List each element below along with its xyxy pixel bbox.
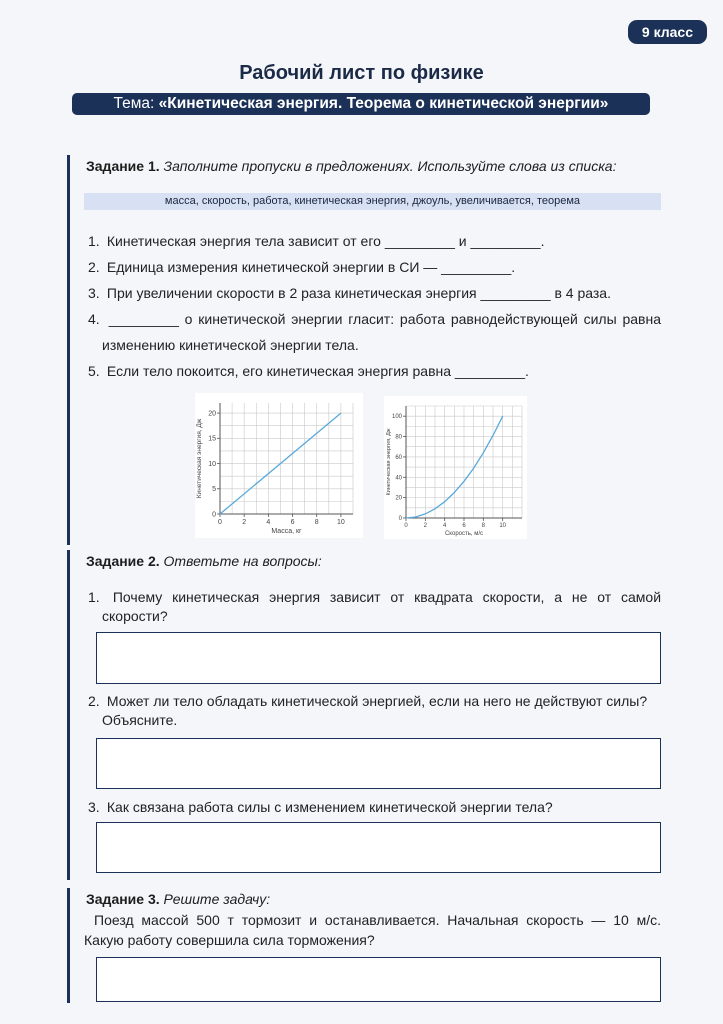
question-number: 2. (88, 693, 100, 709)
item-text: Если тело покоится, его кинетическая энергия равна _________. (106, 363, 529, 379)
task3-problem (84, 910, 661, 950)
task2-question-1 (88, 586, 661, 627)
topic-prefix: Тема: (113, 95, 159, 112)
x-tick-label: 6 (462, 523, 466, 529)
task1-item-5 (88, 360, 529, 382)
y-tick-label: 40 (395, 475, 402, 482)
item-number: 3. (88, 285, 100, 301)
task1-item-4 (88, 308, 661, 356)
item-number: 4. (88, 311, 100, 327)
x-tick-label: 10 (337, 519, 345, 526)
task3-label: Задание 3. (86, 891, 160, 907)
question-line-1 (88, 586, 661, 608)
y-tick-label: 20 (208, 410, 216, 418)
answer-box-3[interactable] (96, 822, 661, 873)
y-tick-label: 5 (212, 486, 216, 494)
x-tick-label: 6 (290, 519, 295, 526)
y-tick-label: 60 (395, 454, 402, 461)
question-text: Почему кинетическая энергия зависит от квадрата скорости, а не от самой (112, 589, 662, 605)
y-tick-label: 0 (212, 511, 216, 519)
y-tick-label: 15 (208, 435, 216, 443)
question-line-2: Объясните. (102, 712, 178, 728)
x-tick-label: 10 (499, 523, 507, 529)
x-tick-label: 2 (242, 519, 247, 526)
topic-bar (72, 93, 650, 115)
word-bank: масса, скорость, работа, кинетическая энергия, джоуль, увеличивается, теорема (84, 193, 661, 210)
y-tick-label: 100 (391, 414, 402, 421)
item-number: 2. (88, 259, 100, 275)
problem-line-1: Поезд массой 500 т тормозит и останавливается. Начальная скорость — 10 м/с. (94, 912, 661, 928)
task1-item-2 (88, 256, 515, 278)
task1-instruction: Заполните пропуски в предложениях. Используйте слова из списка: (163, 158, 617, 174)
chart-energy-vs-mass (195, 393, 363, 538)
task1-label: Задание 1. (86, 158, 160, 174)
x-axis-label: Масса, кг (271, 528, 302, 535)
x-tick-label: 0 (404, 523, 408, 529)
answer-box-task3[interactable] (96, 957, 661, 1002)
task2-header (86, 553, 322, 569)
task2-question-2 (88, 690, 661, 731)
y-axis-label: Кинетическая энергия, Дж (386, 428, 392, 496)
question-line-2: скорости? (102, 608, 168, 624)
item-text: _________ о кинетической энергии гласит: работа равнодействующей силы равна (108, 311, 661, 327)
item-line-1 (88, 308, 661, 330)
item-text: Кинетическая энергия тела зависит от его _________ и _________. (106, 233, 545, 249)
question-number: 1. (88, 589, 100, 605)
task1-item-3 (88, 282, 611, 304)
page-title: Рабочий лист по физике (239, 62, 484, 84)
x-axis-label: Скорость, м/с (444, 531, 484, 537)
y-tick-label: 0 (398, 516, 402, 522)
topic-name: «Кинетическая энергия. Теорема о кинетической энергии» (158, 95, 609, 112)
task2-label: Задание 2. (86, 553, 160, 569)
item-number: 1. (88, 233, 100, 249)
problem-line-2: Какую работу совершила сила торможения? (84, 932, 375, 948)
task2-instruction: Ответьте на вопросы: (163, 553, 322, 569)
task1-header (86, 158, 616, 174)
task1-item-1 (88, 230, 544, 252)
item-text: При увеличении скорости в 2 раза кинетическая энергия _________ в 4 раза. (106, 285, 611, 301)
item-text: Единица измерения кинетической энергии в СИ — _________. (106, 259, 516, 275)
x-tick-label: 4 (442, 523, 447, 529)
answer-box-1[interactable] (96, 632, 661, 684)
task3-header (86, 891, 270, 907)
y-tick-label: 80 (395, 434, 402, 441)
grade-badge: 9 класс (628, 20, 707, 44)
task2-question-3 (88, 796, 553, 818)
x-tick-label: 0 (218, 519, 222, 526)
item-number: 5. (88, 363, 100, 379)
task3-instruction: Решите задачу: (163, 891, 271, 907)
y-tick-label: 10 (208, 460, 216, 468)
x-tick-label: 4 (266, 519, 271, 526)
x-tick-label: 2 (423, 523, 428, 529)
x-tick-label: 8 (314, 519, 319, 526)
y-axis-label: Кинетическая энергия, Дж (196, 418, 203, 499)
chart-energy-vs-speed (384, 396, 527, 539)
question-text: Может ли тело обладать кинетической энергией, если на него не действуют силы? (106, 693, 648, 709)
item-line-2: изменению кинетической энергии тела. (102, 337, 359, 353)
answer-box-2[interactable] (96, 738, 661, 789)
x-tick-label: 8 (481, 523, 486, 529)
y-tick-label: 20 (395, 495, 402, 502)
question-text: Как связана работа силы с изменением кинетической энергии тела? (106, 799, 553, 815)
question-number: 3. (88, 799, 100, 815)
